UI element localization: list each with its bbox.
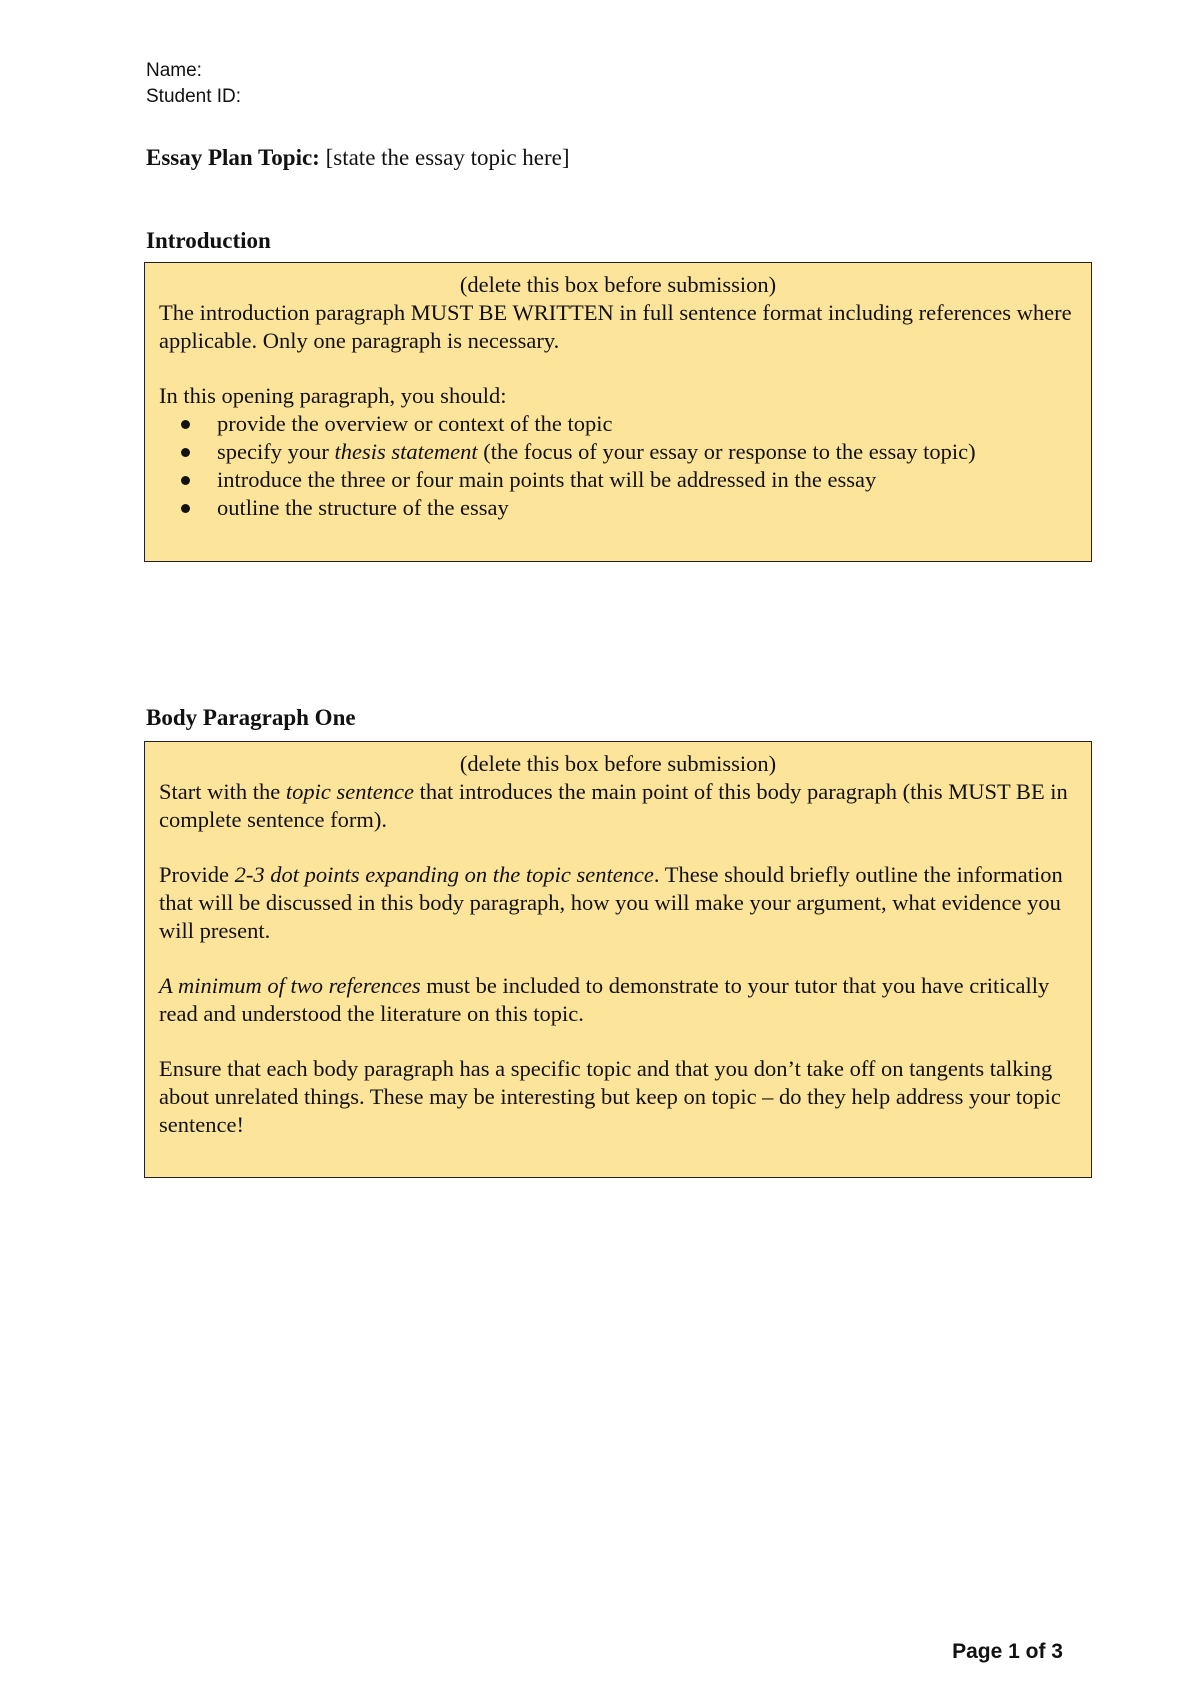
topic-sentence-emphasis: topic sentence xyxy=(285,779,414,804)
introduction-instruction-box xyxy=(144,262,1092,562)
essay-topic-placeholder: [state the essay topic here] xyxy=(325,145,570,170)
list-item: specify your thesis statement (the focus of your essay or response to the essay topic) xyxy=(217,438,1077,466)
introduction-heading: Introduction xyxy=(146,228,271,253)
essay-topic-line xyxy=(146,145,570,171)
body-text-paragraph: A minimum of two references must be included to demonstrate to your tutor that you have critically read and understood the literature on this topic. xyxy=(159,973,1050,1026)
list-item: provide the overview or context of the topic xyxy=(217,410,1077,438)
delete-box-note: (delete this box before submission) xyxy=(459,751,777,776)
body-text-paragraph: Ensure that each body paragraph has a specific topic and that you don’t take off on tangents talking about unrelated things. These may be interesting but keep on topic – do they help address your topic sentence! xyxy=(159,1056,1061,1137)
body-text-paragraph: Provide 2-3 dot points expanding on the topic sentence. These should briefly outline the information that will be discussed in this body paragraph, how you will make your argument, what evidence you will present. xyxy=(159,862,1063,943)
dot-points-emphasis: 2-3 dot points expanding on the topic sentence xyxy=(234,862,654,887)
body-paragraph-one-heading: Body Paragraph One xyxy=(146,705,356,730)
page-number: Page 1 of 3 xyxy=(952,1640,1063,1663)
delete-box-note: (delete this box before submission) xyxy=(459,272,777,297)
body-paragraph-instruction-box xyxy=(144,741,1092,1178)
list-item: outline the structure of the essay xyxy=(217,494,1077,522)
student-header xyxy=(146,58,241,110)
thesis-statement-emphasis: thesis statement xyxy=(334,439,478,464)
introduction-bullet-list xyxy=(159,410,1077,522)
body-text-paragraph: Start with the topic sentence that introduces the main point of this body paragraph (this MUST BE in complete sentence form). xyxy=(159,779,1068,832)
references-emphasis: A minimum of two references xyxy=(159,973,421,998)
student-id-label: Student ID: xyxy=(146,86,242,107)
name-label: Name: xyxy=(146,60,202,81)
introduction-paragraph-text: The introduction paragraph MUST BE WRITTEN in full sentence format including references where applicable. Only one paragraph is necessary. xyxy=(159,300,1072,353)
introduction-lead-text: In this opening paragraph, you should: xyxy=(159,383,507,408)
essay-topic-label: Essay Plan Topic: xyxy=(146,145,320,170)
list-item: introduce the three or four main points that will be addressed in the essay xyxy=(217,466,1077,494)
